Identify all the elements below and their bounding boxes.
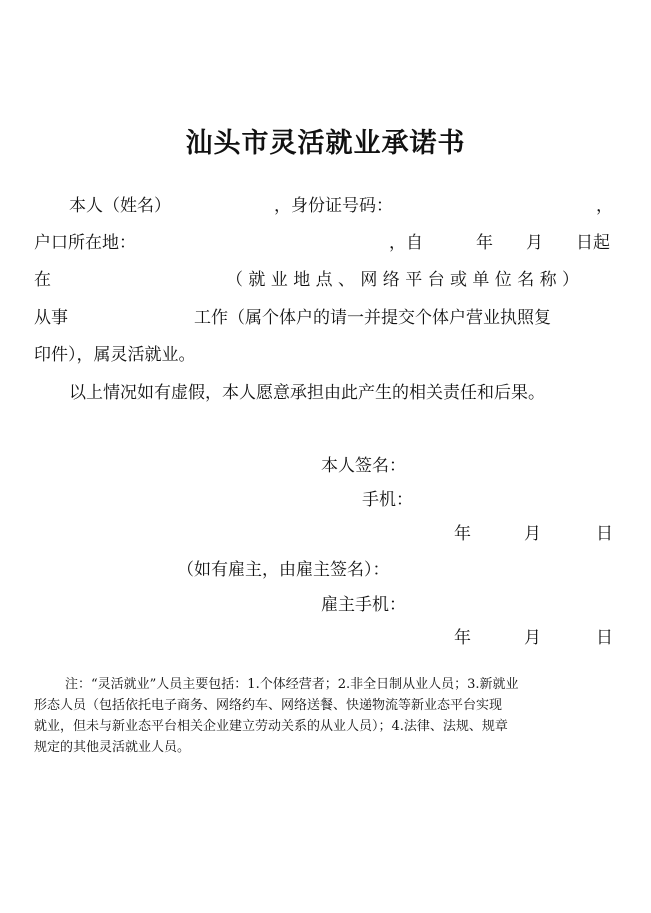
household-location-label: 户口所在地：	[34, 233, 136, 253]
month-label: 月	[526, 233, 543, 253]
date-year-label: 年	[454, 524, 471, 544]
note-line-3: 就业，但未与新业态平台相关企业建立劳动关系的从业人员）；4.法律、法规、规章	[34, 719, 508, 734]
id-number-label: ，身份证号码：	[274, 196, 393, 216]
liability-statement: 以上情况如有虚假，本人愿意承担由此产生的相关责任和后果。	[69, 383, 545, 403]
date-month-label-2: 月	[524, 628, 541, 648]
year-label: 年	[476, 233, 493, 253]
since-label: ，自	[389, 233, 423, 253]
date-day-label-2: 日	[596, 628, 613, 648]
self-signature-label: 本人签名：	[321, 456, 406, 476]
document-title: 汕头市灵活就业承诺书	[185, 128, 466, 159]
name-label: 本人（姓名）	[69, 196, 171, 216]
note-line-4: 规定的其他灵活就业人员。	[34, 740, 191, 755]
at-label: 在	[34, 270, 51, 290]
note-line-2: 形态人员（包括依托电子商务、网络约车、网络送餐、快递物流等新业态平台实现	[34, 698, 503, 713]
date-day-label: 日	[596, 524, 613, 544]
comma-mark: ，	[596, 196, 613, 216]
work-description: 工作（属个体户的请一并提交个体户营业执照复	[194, 308, 551, 328]
phone-label: 手机：	[362, 490, 413, 510]
day-start-label: 日起	[576, 233, 610, 253]
flexible-employment-statement: 印件），属灵活就业。	[34, 345, 196, 365]
employer-signature-label: （如有雇主，由雇主签名）：	[177, 560, 390, 580]
date-month-label: 月	[524, 524, 541, 544]
engaged-in-label: 从事	[34, 308, 68, 328]
note-line-1: 注：“灵活就业”人员主要包括：1.个体经营者；2.非全日制从业人员；3.新就业	[65, 677, 519, 692]
employer-phone-label: 雇主手机：	[321, 595, 406, 615]
work-place-label: （就业地点、网络平台或单位名称）	[226, 270, 585, 290]
date-year-label-2: 年	[454, 628, 471, 648]
